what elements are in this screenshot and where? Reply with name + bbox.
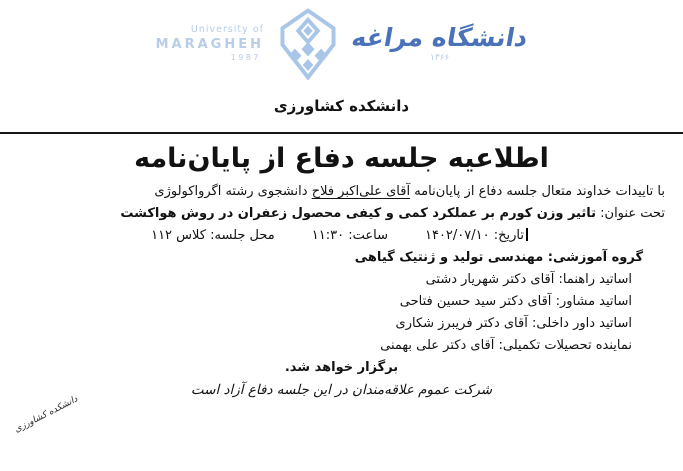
location-label: محل جلسه: (210, 228, 275, 243)
internal-examiner-line (18, 313, 632, 335)
session-location (151, 228, 275, 243)
intro-prefix: با تاییدات خداوند متعال جلسه دفاع از پایان‌نامه (410, 184, 665, 199)
supervisors-value: آقای دکتر شهریار دشتی (425, 272, 555, 287)
university-logo (0, 0, 683, 80)
page-title: اطلاعیه جلسه دفاع از پایان‌نامه (134, 143, 549, 174)
thesis-title: تاثیر وزن کورم بر عملکرد کمی و کیفی محصول زعفران در روش هواکشت (120, 206, 597, 221)
intro-line (18, 181, 665, 203)
internal-examiner-value: آقای دکتر فریبرز شکاری (395, 316, 528, 331)
advisors-value: آقای دکتر سید حسین فتاحی (399, 294, 552, 309)
closing-line: برگزار خواهد شد. (284, 360, 399, 375)
date-value: ۱۴۰۲/۰۷/۱۰ (424, 228, 490, 243)
department-label: گروه آموزشی: (547, 250, 643, 265)
session-info-line (18, 225, 528, 247)
university-of-maragheh-emblem-icon (274, 8, 342, 80)
university-persian-calligraphy: دانشگاه مراغه (349, 23, 530, 52)
time-label: ساعت: (348, 228, 388, 243)
graduate-representative-label: نماینده تحصیلات تکمیلی: (498, 338, 632, 353)
session-time (312, 228, 388, 243)
internal-examiner-label: اساتید داور داخلی: (531, 316, 632, 331)
student-name: آقای علی‌اکبر فلاح (311, 184, 411, 199)
subject-line (18, 203, 665, 225)
location-value: کلاس ۱۱۲ (151, 228, 206, 243)
date-label: تاریخ: (493, 228, 524, 243)
graduate-representative-line (18, 335, 632, 357)
subject-label: تحت عنوان: (596, 206, 665, 221)
open-attendance-note: شرکت عموم علاقه‌مندان در این جلسه دفاع آزاد است (190, 382, 493, 398)
department-line (18, 247, 643, 269)
established-year-persian: ۱۳۶۶ (430, 53, 450, 63)
advisors-line (18, 291, 632, 313)
graduate-representative-value: آقای دکتر علی بهمنی (380, 338, 495, 353)
time-value: ۱۱:۳۰ (311, 228, 345, 243)
established-year-english: 1987 (230, 53, 261, 63)
maragheh-label: MARAGHEH (155, 36, 264, 52)
announcement-body (0, 174, 683, 401)
university-name-english (156, 24, 264, 64)
header-divider (0, 132, 683, 134)
intro-suffix: دانشجوی رشته اگرواکولوژی (154, 184, 312, 199)
faculty-name: دانشکده کشاورزی (273, 97, 410, 115)
university-of-label: University of (190, 24, 264, 36)
text-cursor (526, 228, 528, 241)
department-value: مهندسی تولید و ژنتیک گیاهی (354, 250, 544, 265)
handwritten-signature: دانشکده کشاورزی (13, 394, 80, 435)
university-name-persian (349, 23, 530, 63)
advisors-label: اساتید مشاور: (555, 294, 632, 309)
supervisors-label: اساتید راهنما: (558, 272, 632, 287)
session-date (425, 228, 524, 243)
supervisors-line (18, 269, 632, 291)
